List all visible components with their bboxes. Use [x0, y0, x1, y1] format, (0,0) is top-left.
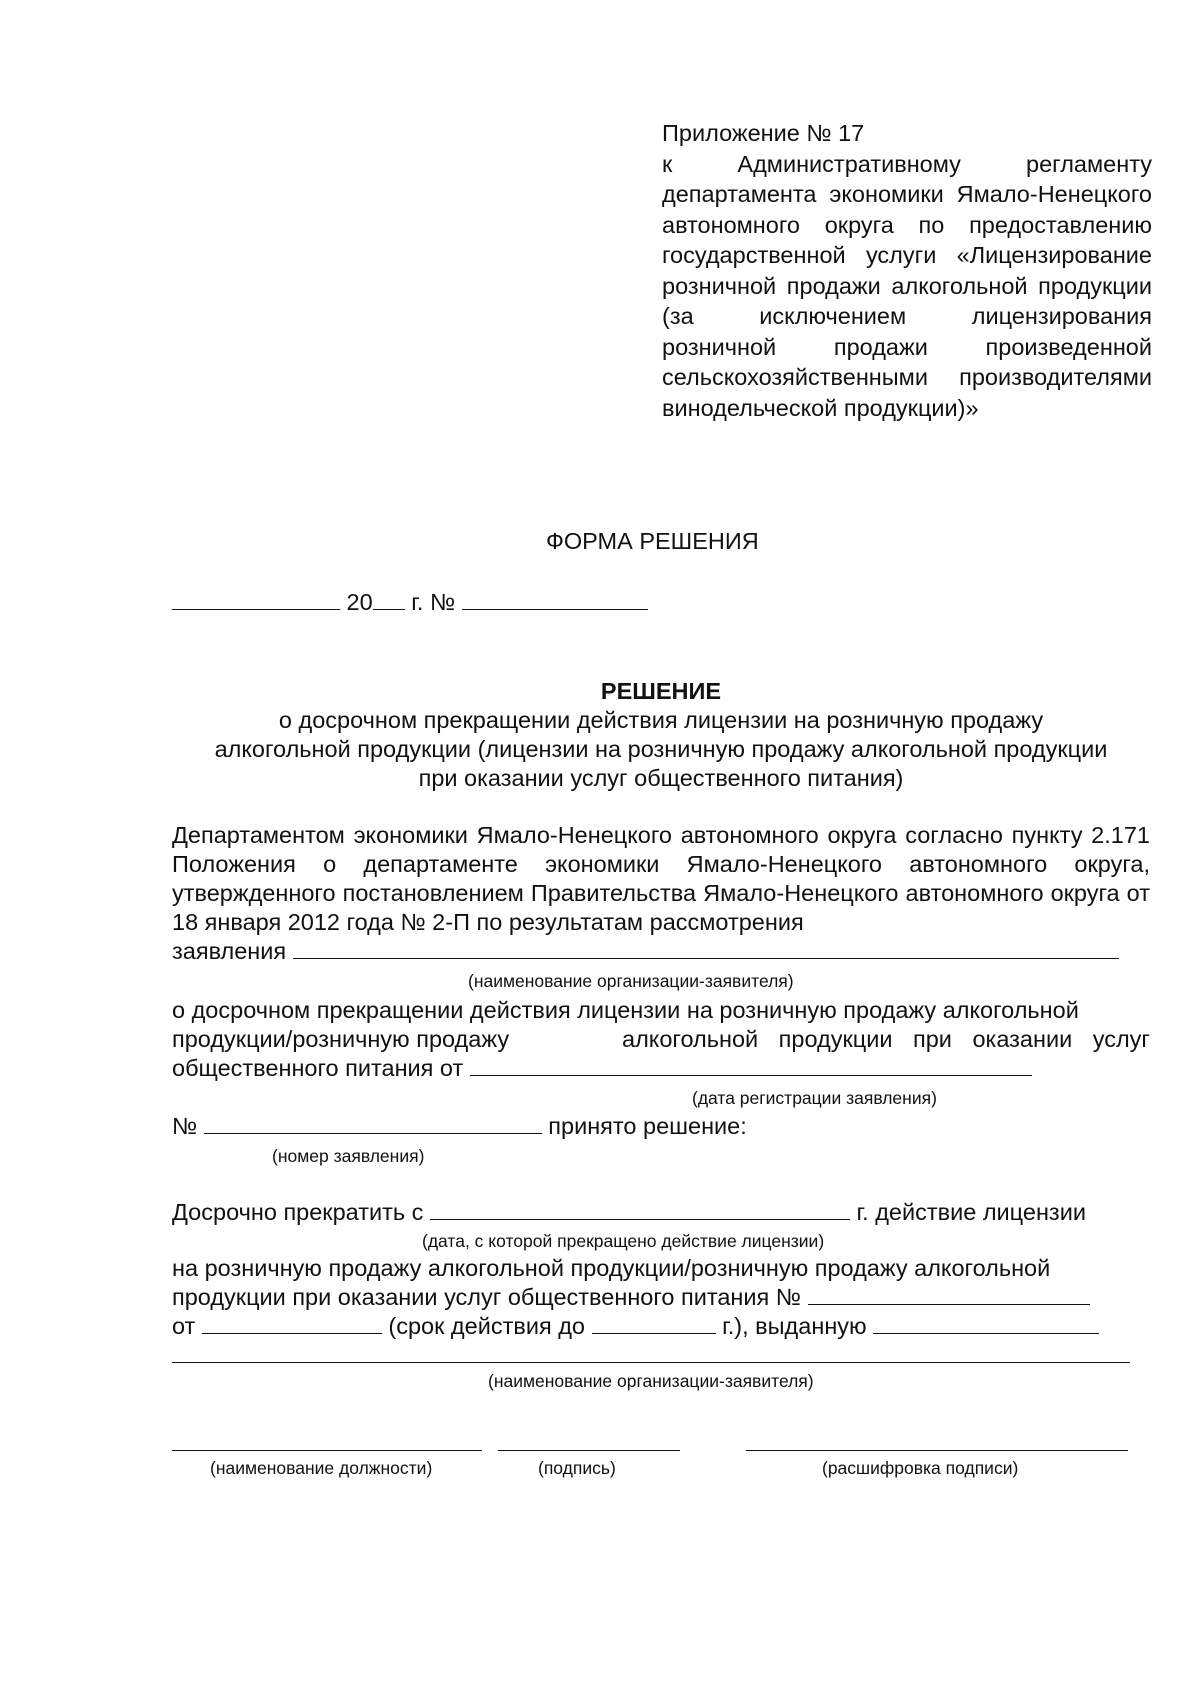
decision-subtitle-3: при оказании услуг общественного питания) — [418, 765, 904, 791]
stop-date-blank — [430, 1199, 850, 1220]
application-number-line — [172, 1112, 747, 1141]
date-blank — [172, 589, 340, 610]
para3-line3 — [172, 1283, 1090, 1312]
issued-to-blank — [873, 1313, 1099, 1334]
para2-line2-a: продукции/розничную продажу — [172, 1026, 510, 1052]
applicant-caption: (наименование организации-заявителя) — [468, 971, 794, 991]
para3-line3-text: продукции при оказании услуг общественного питания № — [172, 1284, 802, 1310]
from-label: от — [172, 1313, 196, 1339]
position-caption: (наименование должности) — [210, 1458, 433, 1478]
para2-line3 — [172, 1054, 1032, 1083]
decision-heading — [172, 677, 1150, 793]
number-label: № — [172, 1113, 198, 1139]
year-blank — [373, 589, 405, 610]
decision-subtitle-1: о досрочном прекращении действия лицензии на розничную продажу — [278, 707, 1044, 733]
position-blank — [172, 1450, 482, 1451]
application-number-blank — [204, 1113, 542, 1134]
para3-line2: на розничную продажу алкогольной продукции/розничную продажу алкогольной — [172, 1255, 1051, 1281]
early-stop-text: Досрочно прекратить с — [172, 1199, 424, 1225]
validity-line — [172, 1312, 1099, 1341]
annex-title: Приложение № 17 — [662, 120, 865, 146]
registration-date-caption: (дата регистрации заявления) — [692, 1088, 937, 1108]
annex-block — [662, 118, 1152, 423]
issue-date-blank — [202, 1313, 382, 1334]
para2-line2-b: алкогольной продукции при оказании услуг — [622, 1026, 1150, 1052]
application-number-caption: (номер заявления) — [272, 1146, 425, 1166]
signature-blank — [498, 1450, 680, 1451]
para2-line2 — [172, 1025, 1150, 1054]
license-action-text: г. действие лицензии — [856, 1199, 1086, 1225]
paragraph-department: Департаментом экономики Ямало-Ненецкого автономного округа согласно пункту 2.171 Положения о департаменте экономики Ямало-Ненецкого автономного округа, утвержденного постановлением Правительства Ямало-Ненецкого автономного округа от 18 января 2012 года № 2-П по результатам рассмотрения — [172, 822, 1150, 935]
decision-subtitle-2: алкогольной продукции (лицензии на розничную продажу алкогольной продукции — [214, 736, 1108, 762]
early-stop-line — [172, 1198, 1086, 1227]
signature-decode-blank — [746, 1450, 1128, 1451]
valid-until-label: (срок действия до — [388, 1313, 585, 1339]
para2-line1: о досрочном прекращении действия лицензии на розничную продажу алкогольной — [172, 997, 1079, 1023]
decision-title: РЕШЕНИЕ — [600, 678, 722, 704]
applicant-line — [172, 937, 1119, 966]
decision-number-blank — [462, 589, 648, 610]
form-title: ФОРМА РЕШЕНИЯ — [546, 528, 759, 554]
organization-caption: (наименование организации-заявителя) — [488, 1371, 814, 1391]
applicant-label: заявления — [172, 938, 287, 964]
signature-caption: (подпись) — [538, 1458, 616, 1478]
stop-date-caption: (дата, с которой прекращено действие лицензии) — [422, 1231, 825, 1251]
valid-until-blank — [592, 1313, 716, 1334]
registration-date-blank — [470, 1055, 1032, 1076]
date-number-line — [172, 588, 648, 617]
signature-decode-caption: (расшифровка подписи) — [822, 1458, 1019, 1478]
applicant-blank — [293, 938, 1119, 959]
annex-body: к Административному регламенту департамента экономики Ямало-Ненецкого автономного округа по предоставлению государственной услуги «Лицензирование розничной продажи алкогольной продукции (за исключением лицензирования розничной продажи произведенной сельскохозяйственными производителями винодельческой продукции)» — [662, 150, 1152, 421]
year-prefix: 20 — [346, 589, 373, 615]
issued-to-label: г.), выданную — [722, 1313, 867, 1339]
para2-line3-text: общественного питания от — [172, 1055, 464, 1081]
decision-taken: принято решение: — [548, 1113, 747, 1139]
organization-blank — [172, 1362, 1130, 1363]
license-number-blank — [808, 1284, 1090, 1305]
year-suffix: г. № — [411, 589, 456, 615]
